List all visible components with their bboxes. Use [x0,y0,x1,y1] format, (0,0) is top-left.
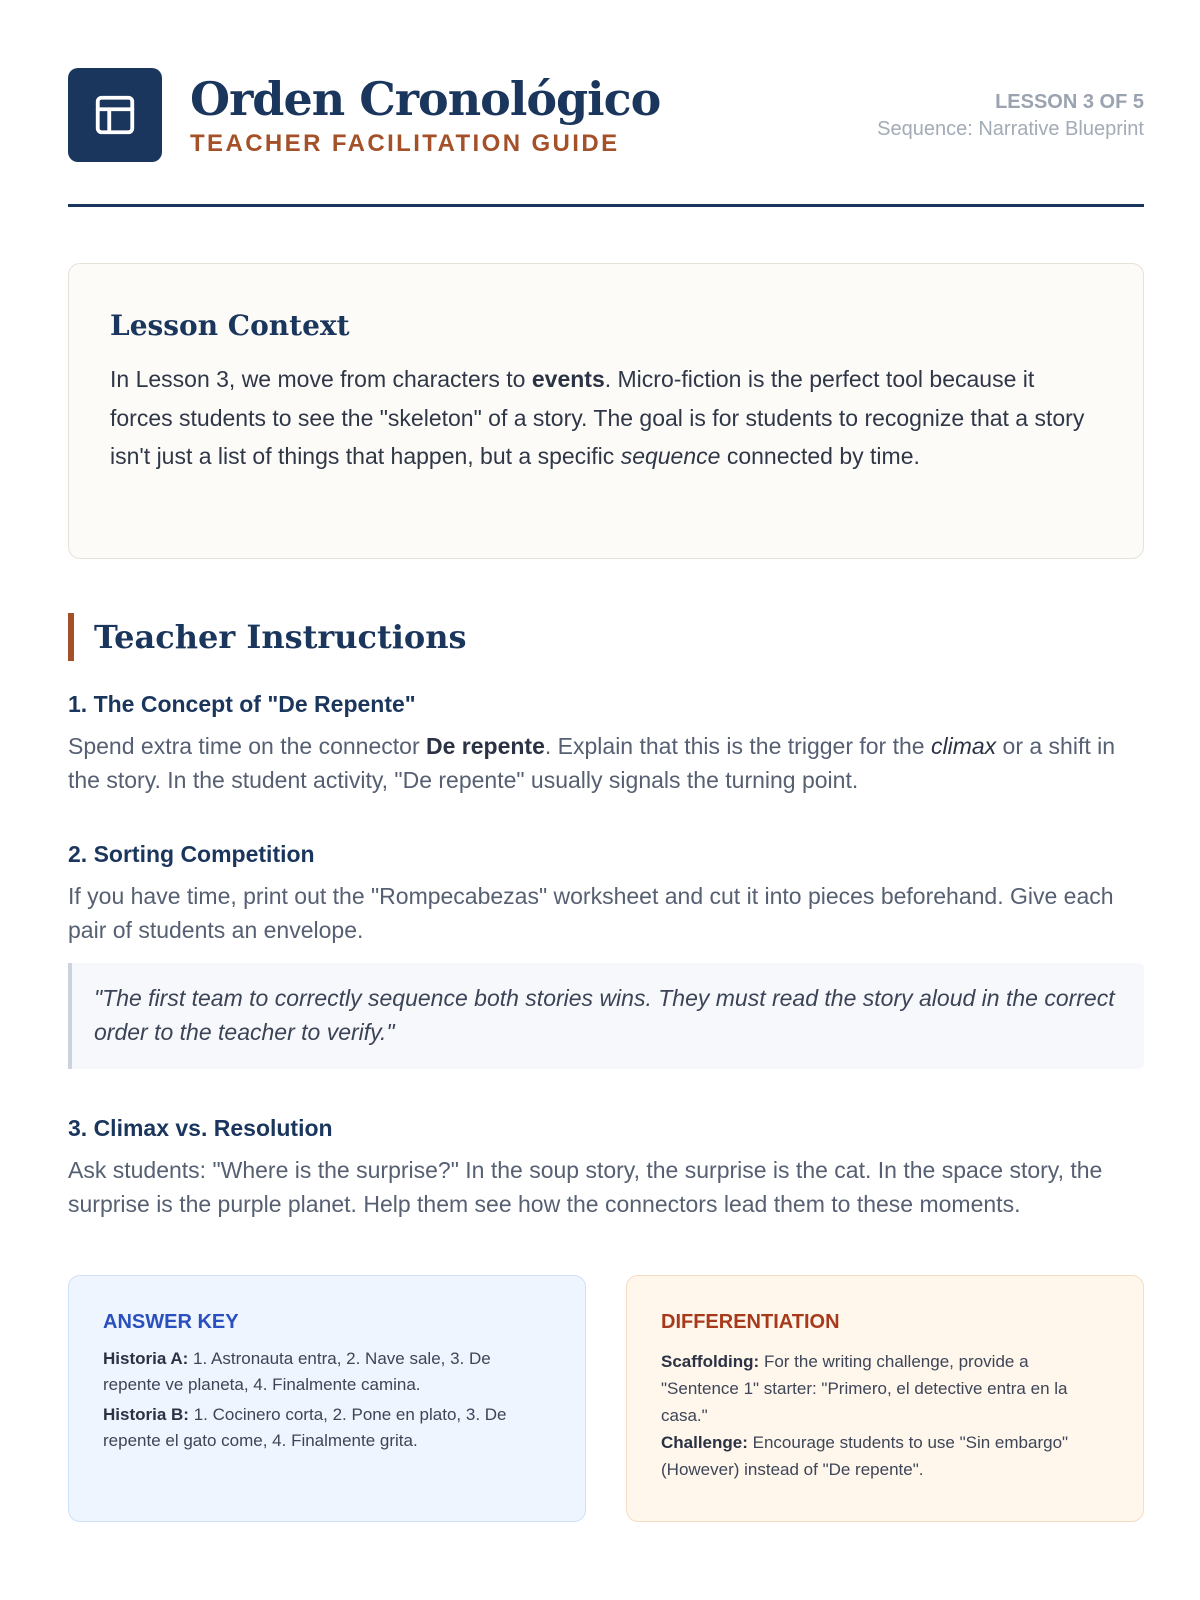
section-accent-bar [68,613,74,661]
challenge-label: Challenge: [661,1433,748,1452]
step-text: Ask students: "Where is the surprise?" In the soup story, the surprise is the cat. In the space story, the surprise is the purple planet. Help them see how the connectors lead them to these moments. [68,1157,1103,1217]
teacher-instructions-header [68,613,1144,661]
step-de-repente [68,689,1144,797]
header-divider [68,204,1144,207]
step-text: If you have time, print out the "Rompecabezas" worksheet and cut it into pieces beforehand. Give each pair of students an envelope. [68,883,1114,943]
differentiation-card [626,1275,1144,1522]
step-climax-resolution [68,1113,1144,1221]
teacher-instructions-heading: Teacher Instructions [94,618,467,656]
step-text [68,729,1144,797]
brand [68,68,660,162]
layout-template-icon [68,68,162,162]
reference-cards [68,1275,1144,1522]
context-italic-sequence: sequence [620,443,721,469]
differentiation-heading: DIFFERENTIATION [661,1311,840,1333]
step-bold-de-repente: De repente [426,733,545,759]
page-subtitle: TEACHER FACILITATION GUIDE [190,130,620,157]
step-text-part: . Explain that this is the trigger for the [544,733,931,759]
answer-historia-a [103,1346,551,1398]
competition-quote: "The first team to correctly sequence both stories wins. They must read the story aloud in the correct order to the teacher to verify." [68,963,1144,1069]
lesson-meta [877,68,1144,142]
lesson-context-heading: Lesson Context [110,309,350,342]
context-text-part: connected by time. [720,443,920,469]
scaffolding-text: For the writing challenge, provide a "Sentence 1" starter: "Primero, el detective entra en la casa." [661,1352,1068,1425]
lesson-context-box [68,263,1144,559]
step-italic-climax: climax [930,733,997,759]
step-title: 2. Sorting Competition [68,841,315,867]
historia-b-text: 1. Cocinero corta, 2. Pone en plato, 3. De repente el gato come, 4. Finalmente grita. [103,1405,507,1450]
context-text-part: . Micro-fiction is the perfect tool because it forces students to see the "skeleton" of a story. The goal is for students to recognize that a story isn't just a list of things that happen, but a specific [110,366,1085,469]
answer-key-card [68,1275,586,1522]
context-bold-events: events [531,366,605,392]
step-title: 3. Climax vs. Resolution [68,1115,333,1141]
historia-a-label: Historia A: [103,1349,189,1368]
step-sorting-competition [68,839,1144,1069]
guide-page [68,68,1144,1522]
historia-b-label: Historia B: [103,1405,189,1424]
header [68,68,1144,164]
title-group [190,72,660,158]
answer-historia-b [103,1402,551,1454]
scaffolding-label: Scaffolding: [661,1352,760,1371]
lesson-number: LESSON 3 OF 5 [995,91,1144,113]
step-text-part: or a shift in the story. In the student activity, "De repente" usually signals the turning point. [68,733,1116,793]
challenge-text: Encourage students to use "Sin embargo" (However) instead of "De repente". [661,1433,1069,1479]
differentiation-body [661,1348,1109,1483]
historia-a-text: 1. Astronauta entra, 2. Nave sale, 3. De repente ve planeta, 4. Finalmente camina. [103,1349,491,1394]
page-title: Orden Cronológico [190,72,661,126]
answer-key-heading: ANSWER KEY [103,1311,239,1333]
step-title: 1. The Concept of "De Repente" [68,691,416,717]
step-text-part: Spend extra time on the connector [68,733,426,759]
context-text-part: In Lesson 3, we move from characters to [110,366,532,392]
lesson-context-text [110,360,1102,476]
sequence-name: Sequence: Narrative Blueprint [877,118,1144,140]
